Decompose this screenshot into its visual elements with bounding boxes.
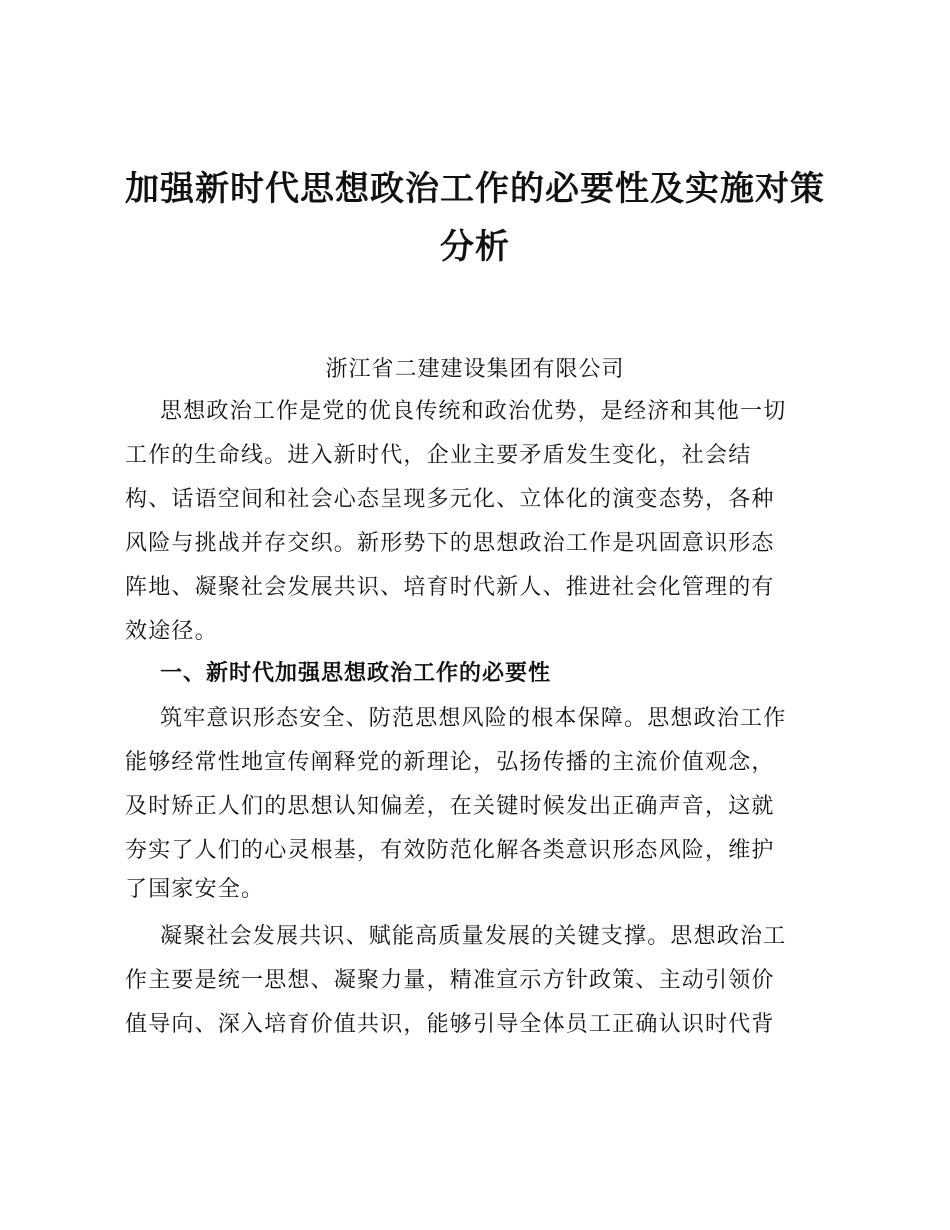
organization-name: 浙江省二建建设集团有限公司 <box>325 357 625 382</box>
intro-paragraph-line: 工作的生命线。进入新时代，企业主要矛盾发生变化，社会结 <box>125 443 752 468</box>
paragraph-2-line: 作主要是统一思想、凝聚力量，精准宣示方针政策、主动引领价 <box>125 968 775 993</box>
paragraph-1-line: 夯实了人们的心灵根基，有效防范化解各类意识形态风险，维护 <box>125 838 775 863</box>
paragraph-1-line: 能够经常性地宣传阐释党的新理论，弘扬传播的主流价值观念， <box>125 750 775 775</box>
intro-paragraph-line: 效途径。 <box>125 619 218 644</box>
paragraph-2-line: 凝聚社会发展共识、赋能高质量发展的关键支撑。思想政治工 <box>160 924 787 949</box>
paragraph-2-line: 值导向、深入培育价值共识，能够引导全体员工正确认识时代背 <box>125 1012 775 1037</box>
document-title-line-1: 加强新时代思想政治工作的必要性及实施对策 <box>125 169 825 209</box>
paragraph-1-line: 及时矫正人们的思想认知偏差，在关键时候发出正确声音，这就 <box>125 794 775 819</box>
paragraph-1-line: 了国家安全。 <box>125 877 265 902</box>
intro-paragraph-line: 风险与挑战并存交织。新形势下的思想政治工作是巩固意识形态 <box>125 531 775 556</box>
intro-paragraph-line: 阵地、凝聚社会发展共识、培育时代新人、推进社会化管理的有 <box>125 575 775 600</box>
section-heading: 一、新时代加强思想政治工作的必要性 <box>160 661 552 686</box>
document-title-line-2: 分析 <box>440 227 510 267</box>
intro-paragraph-line: 构、话语空间和社会心态呈现多元化、立体化的演变态势，各种 <box>125 487 775 512</box>
intro-paragraph-line: 思想政治工作是党的优良传统和政治优势，是经济和其他一切 <box>160 399 787 424</box>
paragraph-1-line: 筑牢意识形态安全、防范思想风险的根本保障。思想政治工作 <box>160 706 787 731</box>
